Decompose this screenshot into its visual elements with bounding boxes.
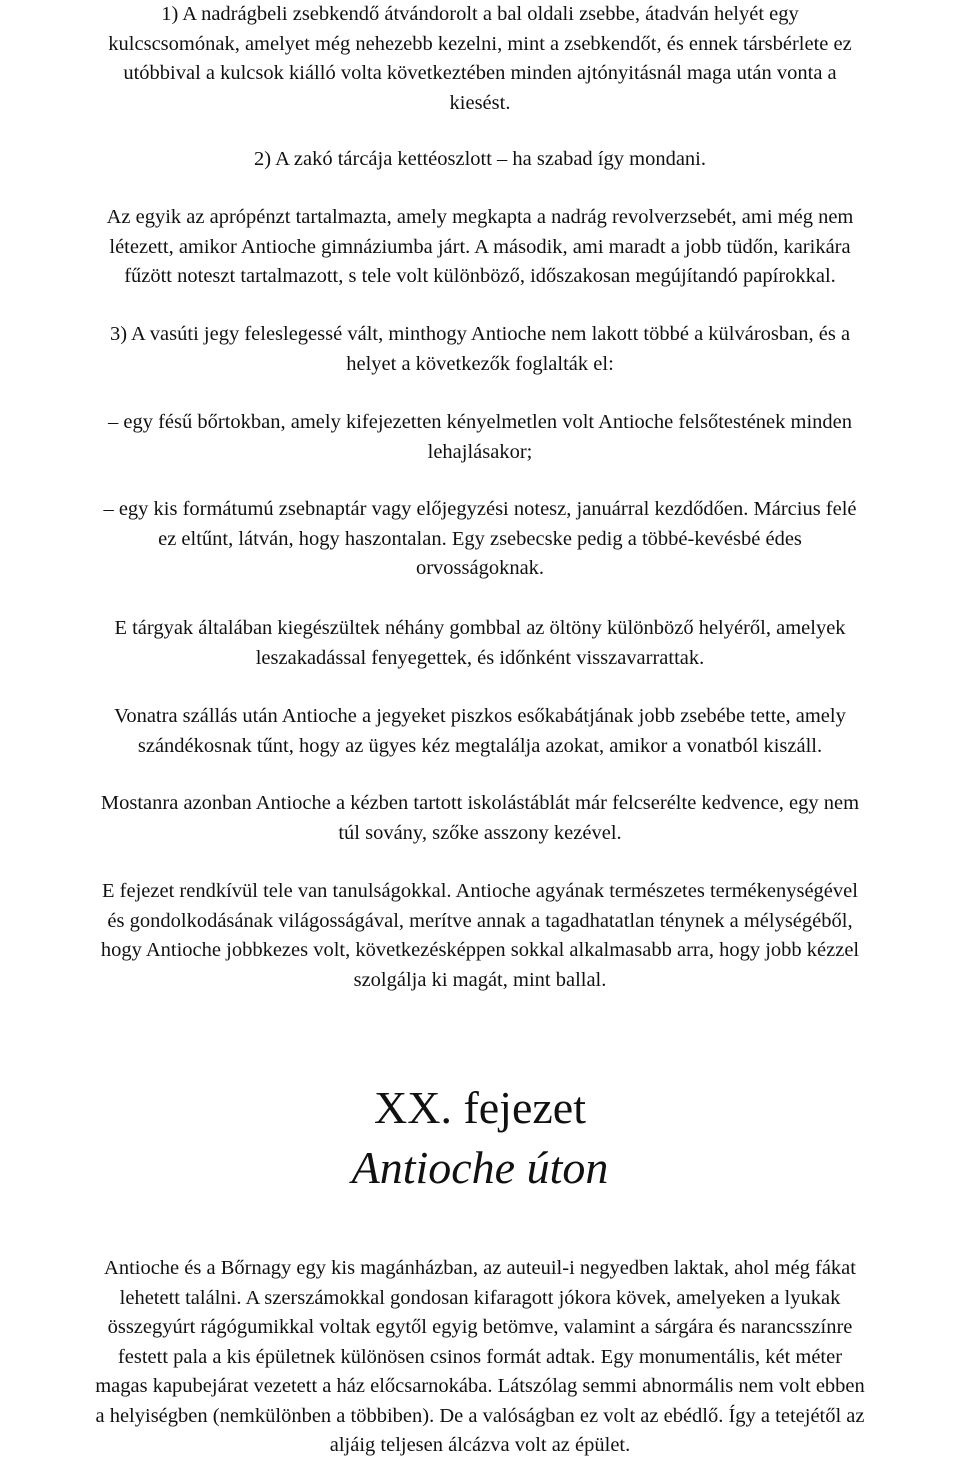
- paragraph-slate: Mostanra azonban Antioche a kézben tartott iskolástáblát már felcserélte kedvence, egy nem túl sovány, szőke asszony kezével.: [100, 792, 860, 844]
- paragraph-item-1: 1) A nadrágbeli zsebkendő átvándorolt a bal oldali zsebbe, átadván helyét egy kulcscsomónak, amelyet még nehezebb kezelni, mint a zsebkendőt, és ennek társbérlete ez utóbbival a kulcsok kiálló volta következtében minden ajtónyitásnál maga után vonta a kiesést.: [108, 3, 852, 114]
- paragraph-buttons: E tárgyak általában kiegészültek néhány gombbal az öltöny különböző helyéről, amelyek leszakadással fenyegettek, és időnként visszavarrattak.: [114, 617, 846, 669]
- chapter-title: Antioche úton: [351, 1142, 609, 1193]
- chapter-number: XX. fejezet: [374, 1082, 586, 1133]
- paragraph-train: Vonatra szállás után Antioche a jegyeket piszkos esőkabátjának jobb zsebébe tette, amely szándékosnak tűnt, hogy az ügyes kéz megtalálja azokat, amikor a vonatból kiszáll.: [114, 705, 846, 757]
- paragraph-comb: – egy fésű bőrtokban, amely kifejezetten kényelmetlen volt Antioche felsőtestének minden lehajlásakor;: [107, 411, 853, 463]
- paragraph-paperwork: Az egyik az aprópénzt tartalmazta, amely megkapta a nadrág revolverzsebét, ami még nem létezett, amikor Antioche gimnáziumba járt. A második, ami maradt a jobb tüdőn, karikára fűzött noteszt tartalmazott, s tele volt különböző, időszakosan megújítandó papírokkal.: [106, 206, 854, 287]
- paragraph-item-2: 2) A zakó tárcája kettéoszlott – ha szabad így mondani.: [254, 148, 706, 170]
- paragraph-calendar: – egy kis formátumú zsebnaptár vagy előjegyzési notesz, januárral kezdődően. Március felé ez eltűnt, látván, hogy haszontalan. Egy zsebecske pedig a többé-kevésbé édes orvosságoknak.: [103, 498, 857, 579]
- paragraph-lesson: E fejezet rendkívül tele van tanulságokkal. Antioche agyának természetes termékenységével és gondolkodásának világosságával, merítve annak a tagadhatatlan ténynek a mélységéből, hogy Antioche jobbkezes volt, következésképpen sokkal alkalmasabb arra, hogy jobb kézzel szolgálja ki magát, mint ballal.: [100, 880, 860, 991]
- paragraph-item-3: 3) A vasúti jegy feleslegessé vált, minthogy Antioche nem lakott többé a külvárosban, és a helyet a következők foglalták el:: [109, 323, 851, 375]
- paragraph-house: Antioche és a Bőrnagy egy kis magánházban, az auteuil-i negyedben laktak, ahol még fákat lehetett találni. A szerszámokkal gondosan kifaragott jókora kövek, amelyeken a lyukak összegyúrt rágógumikkal voltak egytől egyig betömve, valamint a sárgára és narancsszínre festett pala a kis épületnek különösen csinos formát adtak. Egy monumentális, két méter magas kapubejárat vezetett a ház előcsarnokába. Látszólag semmi abnormális nem volt ebben a helyiségben (nemkülönben a többiben). De a valóságban ez volt az ebédlő. Így a tetejétől az aljáig teljesen álcázva volt az épület.: [95, 1257, 865, 1456]
